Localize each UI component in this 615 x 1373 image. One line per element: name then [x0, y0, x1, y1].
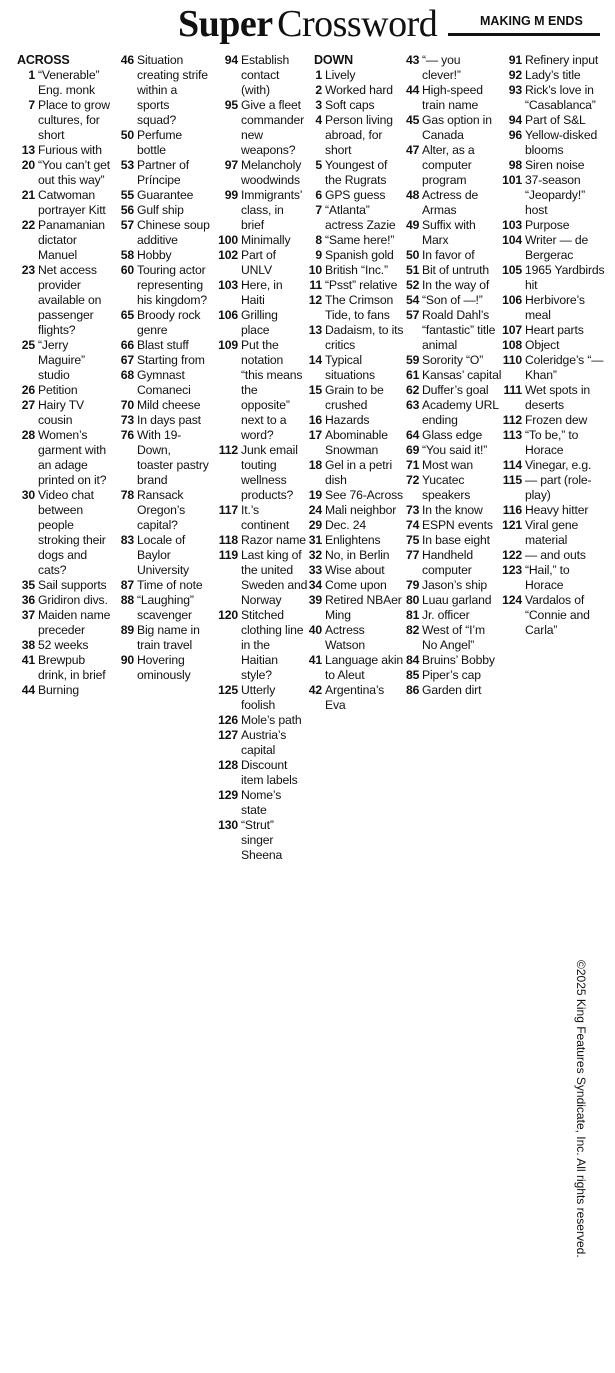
- clue-number: 107: [502, 323, 522, 337]
- clue-text: “— you clever!”: [422, 53, 461, 82]
- clue-text: Piper’s cap: [422, 668, 481, 682]
- clue-number: 126: [218, 713, 238, 727]
- clue-text: Dadaism, to its critics: [325, 323, 404, 352]
- clue-text: Nome’s state: [241, 788, 282, 817]
- clue-text: Partner of Príncipe: [137, 158, 190, 187]
- clue-text: Part of UNLV: [241, 248, 276, 277]
- clue-number: 95: [224, 98, 238, 112]
- clue-number: 69: [406, 443, 420, 457]
- clue-number: 44: [21, 683, 35, 697]
- clue-number: 49: [406, 218, 420, 232]
- clue-number: 110: [502, 353, 522, 367]
- clue-text: Razor name: [241, 533, 306, 547]
- clue-number: 62: [406, 383, 420, 397]
- clue-number: 47: [406, 143, 420, 157]
- clue-text: Maiden name preceder: [38, 608, 111, 637]
- clue-number: 85: [406, 668, 420, 682]
- clue-number: 12: [308, 293, 322, 307]
- clue-text: Petition: [38, 383, 78, 397]
- clue-number: 73: [120, 413, 134, 427]
- clue-number: 43: [406, 53, 420, 67]
- clue-number: 101: [502, 173, 522, 187]
- clue-text: Frozen dew: [525, 413, 588, 427]
- clue-text: “To be,” to Horace: [525, 428, 579, 457]
- clue-text: Situation creating strife within a sports squad?: [137, 53, 208, 127]
- clue-number: 106: [502, 293, 522, 307]
- clue-number: 1: [28, 68, 35, 82]
- clue-number: 50: [406, 248, 420, 262]
- clue-number: 28: [21, 428, 35, 442]
- clue-number: 129: [218, 788, 238, 802]
- clue-number: 121: [502, 518, 522, 532]
- clue-text: “Same here!”: [325, 233, 395, 247]
- clue-text: Yucatec speakers: [422, 473, 471, 502]
- clue-text: Yellow-disked blooms: [525, 128, 598, 157]
- clue-text: Enlightens: [325, 533, 381, 547]
- clue-number: 26: [21, 383, 35, 397]
- clue-text: Burning: [38, 683, 79, 697]
- clue-number: 55: [120, 188, 134, 202]
- clue-text: Wise about: [325, 563, 385, 577]
- clue-number: 17: [308, 428, 322, 442]
- clue-text: Ransack Oregon’s capital?: [137, 488, 186, 532]
- clue-text: Youngest of the Rugrats: [325, 158, 388, 187]
- clue-number: 77: [406, 548, 420, 562]
- clue-text: Gulf ship: [137, 203, 184, 217]
- clue-text: Gel in a petri dish: [325, 458, 392, 487]
- clue-number: 38: [21, 638, 35, 652]
- puzzle-theme-title: MAKING M ENDS: [480, 14, 583, 28]
- clue-number: 80: [406, 593, 420, 607]
- clue-text: Garden dirt: [422, 683, 482, 697]
- clue-text: Chinese soup additive: [137, 218, 210, 247]
- clue-text: Here, in Haiti: [241, 278, 283, 307]
- clue-text: Spanish gold: [325, 248, 394, 262]
- clue-text: British “Inc.”: [325, 263, 388, 277]
- clue-text: Women’s garment with an adage printed on it?: [38, 428, 107, 487]
- clue-text: Starting from: [137, 353, 205, 367]
- clue-number: 67: [120, 353, 134, 367]
- clue-text: Panamanian dictator Manuel: [38, 218, 105, 262]
- clue-number: 61: [406, 368, 420, 382]
- clue-text: Retired NBAer Ming: [325, 593, 402, 622]
- clue-text: Dec. 24: [325, 518, 366, 532]
- clue-text: Blast stuff: [137, 338, 189, 352]
- clue-number: 128: [218, 758, 238, 772]
- clue-number: 87: [120, 578, 134, 592]
- clue-text: In base eight: [422, 533, 490, 547]
- clue-number: 35: [21, 578, 35, 592]
- clue-text: Jason’s ship: [422, 578, 488, 592]
- clue-number: 83: [120, 533, 134, 547]
- clue-number: 82: [406, 623, 420, 637]
- clue-number: 53: [120, 158, 134, 172]
- clue-number: 41: [308, 653, 322, 667]
- clue-text: Furious with: [38, 143, 102, 157]
- clue-number: 42: [308, 683, 322, 697]
- clue-number: 51: [406, 263, 420, 277]
- clue-text: Catwoman portrayer Kitt: [38, 188, 106, 217]
- clue-text: Grilling place: [241, 308, 278, 337]
- clue-number: 34: [308, 578, 322, 592]
- clue-text: GPS guess: [325, 188, 386, 202]
- clue-text: No, in Berlin: [325, 548, 390, 562]
- clue-number: 112: [502, 413, 522, 427]
- clue-number: 74: [406, 518, 420, 532]
- clue-text: Worked hard: [325, 83, 393, 97]
- clue-number: 111: [503, 383, 522, 397]
- clue-text: Alter, as a computer program: [422, 143, 475, 187]
- clue-text: “Strut” singer Sheena: [241, 818, 283, 862]
- clue-text: Mali neighbor: [325, 503, 397, 517]
- clue-text: Luau garland: [422, 593, 492, 607]
- clue-number: 14: [308, 353, 322, 367]
- clue-text: Broody rock genre: [137, 308, 201, 337]
- clue-number: 29: [308, 518, 322, 532]
- clue-text: Utterly foolish: [241, 683, 276, 712]
- clue-number: 9: [315, 248, 322, 262]
- clue-text: In favor of: [422, 248, 475, 262]
- clue-number: 90: [120, 653, 134, 667]
- clue-text: Place to grow cultures, for short: [38, 98, 110, 142]
- clue-text: Heavy hitter: [525, 503, 589, 517]
- clue-text: Big name in train travel: [137, 623, 200, 652]
- clue-text: Bit of untruth: [422, 263, 490, 277]
- clue-number: 75: [406, 533, 420, 547]
- clue-number: 31: [308, 533, 322, 547]
- clue-text: “You said it!”: [422, 443, 488, 457]
- title-bold-word: Super: [178, 3, 273, 45]
- clue-number: 100: [218, 233, 238, 247]
- clue-number: 98: [508, 158, 522, 172]
- clue-text: Time of note: [137, 578, 203, 592]
- clue-number: 65: [120, 308, 134, 322]
- clue-text: In the way of: [422, 278, 490, 292]
- clue-number: 46: [120, 53, 134, 67]
- clue-number: 20: [21, 158, 35, 172]
- clue-text: Hazards: [325, 413, 370, 427]
- clue-text: — part (role-play): [525, 473, 592, 502]
- clue-number: 11: [309, 278, 322, 292]
- clue-text: Handheld computer: [422, 548, 473, 577]
- clue-text: Guarantee: [137, 188, 194, 202]
- clue-text: Junk email touting wellness products?: [241, 443, 298, 502]
- clue-text: Glass edge: [422, 428, 483, 442]
- clue-text: — and outs: [525, 548, 586, 562]
- clue-text: “Atlanta” actress Zazie: [325, 203, 396, 232]
- clue-number: 7: [315, 203, 322, 217]
- clue-number: 19: [308, 488, 322, 502]
- clue-text: Actress Watson: [325, 623, 365, 652]
- clue-number: 124: [502, 593, 522, 607]
- clue-text: “Son of —!”: [422, 293, 483, 307]
- clue-text: Purpose: [525, 218, 570, 232]
- clue-text: Austria’s capital: [241, 728, 287, 757]
- clue-number: 104: [502, 233, 522, 247]
- clue-text: Wet spots in deserts: [525, 383, 591, 412]
- clue-number: 103: [218, 278, 238, 292]
- clue-number: 99: [224, 188, 238, 202]
- clue-number: 10: [308, 263, 322, 277]
- down-heading: DOWN: [314, 53, 353, 67]
- clue-number: 54: [406, 293, 420, 307]
- clue-number: 41: [21, 653, 35, 667]
- clue-text: 37-season “Jeopardy!” host: [525, 173, 585, 217]
- clue-number: 21: [21, 188, 35, 202]
- clue-number: 81: [406, 608, 420, 622]
- clue-number: 127: [218, 728, 238, 742]
- clue-text: Most wan: [422, 458, 473, 472]
- clue-text: High-speed train name: [422, 83, 483, 112]
- clue-text: Lively: [325, 68, 356, 82]
- clue-text: Suffix with Marx: [422, 218, 476, 247]
- clue-text: In the know: [422, 503, 483, 517]
- clue-number: 89: [120, 623, 134, 637]
- clue-number: 105: [502, 263, 522, 277]
- clue-number: 52: [406, 278, 420, 292]
- clue-number: 5: [315, 158, 322, 172]
- clue-text: Net access provider available on passenger flights?: [38, 263, 102, 337]
- clue-text: Soft caps: [325, 98, 375, 112]
- clue-number: 68: [120, 368, 134, 382]
- clue-number: 91: [508, 53, 522, 67]
- clue-text: Give a fleet commander new weapons?: [241, 98, 304, 157]
- clue-number: 48: [406, 188, 420, 202]
- clue-text: Vinegar, e.g.: [525, 458, 592, 472]
- clue-text: “Venerable” Eng. monk: [38, 68, 100, 97]
- clue-text: Kansas’ capital: [422, 368, 502, 382]
- clue-number: 76: [120, 428, 134, 442]
- clue-number: 16: [308, 413, 322, 427]
- clue-number: 37: [21, 608, 35, 622]
- clue-text: Viral gene material: [525, 518, 579, 547]
- clue-number: 7: [28, 98, 35, 112]
- clue-number: 64: [406, 428, 420, 442]
- title-word: Crossword: [277, 3, 438, 45]
- clue-number: 109: [218, 338, 238, 352]
- clue-number: 57: [406, 308, 420, 322]
- clue-number: 71: [406, 458, 420, 472]
- clue-text: Mole’s path: [241, 713, 302, 727]
- clue-text: 52 weeks: [38, 638, 89, 652]
- clue-text: Touring actor representing his kingdom?: [137, 263, 208, 307]
- clue-number: 117: [218, 503, 238, 517]
- clue-text: Establish contact (with): [241, 53, 290, 97]
- clue-number: 122: [502, 548, 522, 562]
- clue-number: 24: [308, 503, 322, 517]
- clue-number: 106: [218, 308, 238, 322]
- clue-text: Actress de Armas: [422, 188, 479, 217]
- clue-number: 118: [218, 533, 238, 547]
- clue-number: 30: [21, 488, 35, 502]
- copyright-notice: ©2025 King Features Syndicate, Inc. All rights reserved.: [574, 960, 588, 1258]
- clue-number: 40: [308, 623, 322, 637]
- clue-number: 63: [406, 398, 420, 412]
- clue-number: 93: [508, 83, 522, 97]
- clue-text: Refinery input: [525, 53, 599, 67]
- clue-text: “Laughing” scavenger: [137, 593, 194, 622]
- clue-number: 1: [315, 68, 322, 82]
- clue-text: Argentina’s Eva: [325, 683, 385, 712]
- clue-text: “You can’t get out this way”: [38, 158, 110, 187]
- clue-text: Sorority “O”: [422, 353, 484, 367]
- clue-number: 59: [406, 353, 420, 367]
- clue-text: With 19-Down, toaster pastry brand: [137, 428, 209, 487]
- clue-text: The Crimson Tide, to fans: [325, 293, 394, 322]
- clue-number: 125: [218, 683, 238, 697]
- clue-number: 23: [21, 263, 35, 277]
- clue-number: 88: [120, 593, 134, 607]
- clue-text: “Psst” relative: [325, 278, 398, 292]
- clue-number: 79: [406, 578, 420, 592]
- clue-number: 84: [406, 653, 420, 667]
- clue-number: 112: [218, 443, 238, 457]
- clue-text: Object: [525, 338, 560, 352]
- clue-number: 8: [315, 233, 322, 247]
- clue-text: Last king of the united Sweden and Norway: [241, 548, 308, 607]
- clue-number: 58: [120, 248, 134, 262]
- clue-text: Put the notation “this means the opposite” next to a word?: [241, 338, 303, 442]
- clue-number: 25: [21, 338, 35, 352]
- clue-number: 73: [406, 503, 420, 517]
- clue-text: It.’s continent: [241, 503, 290, 532]
- clue-text: Grain to be crushed: [325, 383, 384, 412]
- clue-text: See 76-Across: [325, 488, 403, 502]
- clue-number: 13: [308, 323, 322, 337]
- clue-number: 92: [508, 68, 522, 82]
- clue-number: 18: [308, 458, 322, 472]
- clue-number: 72: [406, 473, 420, 487]
- clue-text: “Hail,” to Horace: [525, 563, 570, 592]
- clue-text: Bruins’ Bobby: [422, 653, 495, 667]
- clue-text: West of “I’m No Angel”: [422, 623, 485, 652]
- clue-number: 15: [308, 383, 322, 397]
- clue-text: Gymnast Comaneci: [137, 368, 191, 397]
- clue-text: Academy URL ending: [422, 398, 499, 427]
- clue-text: Duffer’s goal: [422, 383, 489, 397]
- clue-text: ESPN events: [422, 518, 493, 532]
- clue-text: Roald Dahl’s “fantastic” title animal: [422, 308, 496, 352]
- clue-text: Hairy TV cousin: [38, 398, 84, 427]
- clue-number: 78: [120, 488, 134, 502]
- clue-text: Writer — de Bergerac: [525, 233, 589, 262]
- clue-text: 1965 Yardbirds hit: [525, 263, 605, 292]
- clue-text: Discount item labels: [241, 758, 298, 787]
- clue-number: 27: [21, 398, 35, 412]
- clue-number: 119: [218, 548, 238, 562]
- across-heading: ACROSS: [17, 53, 70, 67]
- clue-number: 114: [502, 458, 522, 472]
- clue-text: Gas option in Canada: [422, 113, 492, 142]
- clue-text: Brewpub drink, in brief: [38, 653, 106, 682]
- clue-text: Lady’s title: [525, 68, 581, 82]
- clue-text: Siren noise: [525, 158, 585, 172]
- clue-number: 60: [120, 263, 134, 277]
- clue-number: 103: [502, 218, 522, 232]
- clue-text: Rick’s love in “Casablanca”: [525, 83, 596, 112]
- clue-text: Melancholy woodwinds: [241, 158, 302, 187]
- clue-number: 6: [315, 188, 322, 202]
- clue-text: Perfume bottle: [137, 128, 183, 157]
- clue-text: Video chat between people stroking their dogs and cats?: [38, 488, 106, 577]
- clue-text: Heart parts: [525, 323, 584, 337]
- clue-number: 32: [308, 548, 322, 562]
- clue-number: 45: [406, 113, 420, 127]
- clue-number: 33: [308, 563, 322, 577]
- clue-text: Jr. officer: [422, 608, 470, 622]
- clue-number: 44: [406, 83, 420, 97]
- clue-text: Coleridge’s “— Khan”: [525, 353, 604, 382]
- clue-text: Hobby: [137, 248, 172, 262]
- clue-number: 102: [218, 248, 238, 262]
- clue-number: 13: [21, 143, 35, 157]
- clue-number: 2: [315, 83, 322, 97]
- clue-number: 39: [308, 593, 322, 607]
- clue-text: Immigrants’ class, in brief: [241, 188, 302, 232]
- clue-text: Gridiron divs.: [38, 593, 108, 607]
- clue-text: Language akin to Aleut: [325, 653, 404, 682]
- clue-text: “Jerry Maguire” studio: [38, 338, 85, 382]
- clue-text: Abominable Snowman: [325, 428, 388, 457]
- clue-number: 96: [508, 128, 522, 142]
- clue-number: 94: [508, 113, 522, 127]
- clue-number: 57: [120, 218, 134, 232]
- clue-text: Person living abroad, for short: [325, 113, 393, 157]
- clue-number: 56: [120, 203, 134, 217]
- clue-number: 66: [120, 338, 134, 352]
- clue-number: 4: [315, 113, 322, 127]
- clue-text: Herbivore’s meal: [525, 293, 585, 322]
- clue-number: 130: [218, 818, 238, 832]
- clue-text: Stitched clothing line in the Haitian style?: [241, 608, 304, 682]
- clue-text: Minimally: [241, 233, 291, 247]
- clue-number: 123: [502, 563, 522, 577]
- clue-number: 116: [502, 503, 522, 517]
- clue-number: 22: [21, 218, 35, 232]
- clue-number: 115: [502, 473, 522, 487]
- clue-number: 120: [218, 608, 238, 622]
- clue-text: Mild cheese: [137, 398, 201, 412]
- clue-text: Vardalos of “Connie and Carla”: [525, 593, 590, 637]
- clue-number: 94: [224, 53, 238, 67]
- clue-number: 108: [502, 338, 522, 352]
- clue-number: 36: [21, 593, 35, 607]
- clue-text: Part of S&L: [525, 113, 586, 127]
- clue-text: Sail supports: [38, 578, 107, 592]
- clue-text: In days past: [137, 413, 201, 427]
- clue-number: 86: [406, 683, 420, 697]
- clue-number: 113: [502, 428, 522, 442]
- clue-number: 50: [120, 128, 134, 142]
- clue-number: 97: [224, 158, 238, 172]
- clue-text: Hovering ominously: [137, 653, 191, 682]
- clue-text: Come upon: [325, 578, 387, 592]
- clue-text: Typical situations: [325, 353, 375, 382]
- clue-number: 3: [315, 98, 322, 112]
- clue-number: 70: [120, 398, 134, 412]
- clue-text: Locale of Baylor University: [137, 533, 189, 577]
